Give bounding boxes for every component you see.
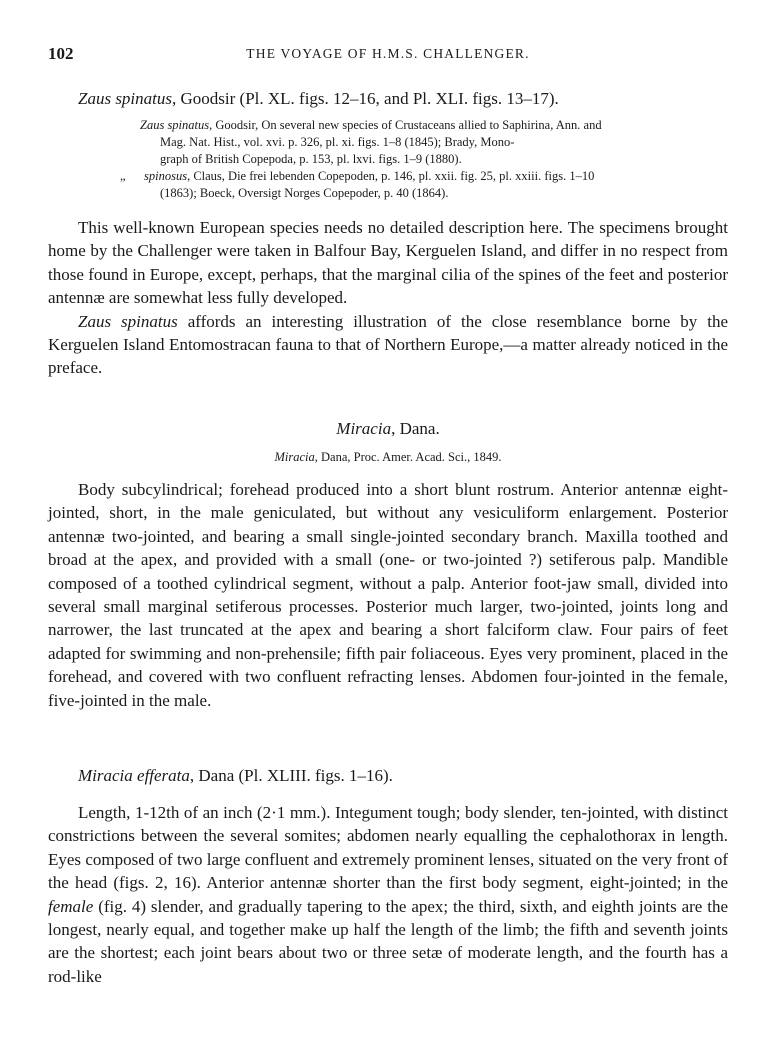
zaus-paragraph-2-text: affords an interesting illustration of the close resemblance borne by the Kerguelen Island Entomostracan fauna to that of Northern Europe,—a matter already noticed in the preface. xyxy=(48,311,729,378)
synonym-1-line-1: , Goodsir, On several new species of Crustaceans allied to Saphirina, Ann. and xyxy=(209,118,602,132)
miracia-heading-name: Miracia xyxy=(336,419,392,438)
efferata-heading-rest: , Dana (Pl. XLIII. figs. 1–16). xyxy=(189,766,393,785)
zaus-heading-name: Zaus spinatus xyxy=(78,89,172,108)
miracia-reference xyxy=(48,449,728,466)
miracia-heading-rest: , Dana. xyxy=(391,419,440,438)
running-title: THE VOYAGE OF H.M.S. CHALLENGER. xyxy=(246,46,530,61)
miracia-heading xyxy=(48,418,728,440)
synonym-2-name: spinosus xyxy=(144,169,188,183)
ditto-mark: „ xyxy=(120,169,126,183)
zaus-heading-rest: , Goodsir (Pl. XL. figs. 12–16, and Pl. XLI. figs. 13–17). xyxy=(172,89,559,108)
miracia-reference-name: Miracia xyxy=(274,450,315,464)
efferata-heading xyxy=(78,765,728,787)
miracia-reference-rest: , Dana, Proc. Amer. Acad. Sci., 1849. xyxy=(314,450,502,464)
zaus-paragraph-1: This well-known European species needs no detailed description here. The specimens brought home by the Challenger were taken in Balfour Bay, Kerguelen Island, and differ in no respect from those found in Europe, except, perhaps, that the marginal cilia of the spines of the feet and posterior antennæ are somewhat less fully developed. xyxy=(48,218,728,308)
synonym-2-line-1: , Claus, Die frei lebenden Copepoden, p. 146, pl. xxii. fig. 25, pl. xxiii. figs. 1–10 xyxy=(187,169,595,183)
efferata-paragraph-part-2: (fig. 4) slender, and gradually tapering to the apex; the third, sixth, and eighth joints are the longest, nearly equal, and together make up half the length of the limb; the fifth and seventh joints are the shortest; each joint bears about two or three setæ of moderate length, and the fourth has a rod-like xyxy=(48,896,728,986)
miracia-description xyxy=(48,478,728,712)
efferata-female-term: female xyxy=(48,896,94,916)
miracia-paragraph: Body subcylindrical; forehead produced into a short blunt rostrum. Anterior antennæ eight-jointed, short, in the male geniculated, but without any vesiculiform enlargement. Posterior antennæ two-jointed, and bearing a small single-jointed secondary branch. Maxilla toothed and broad at the apex, and provided with a small (one- or two-jointed ?) setiferous palp. Mandible composed of a toothed cylindrical segment, without a palp. Anterior foot-jaw small, divided into several small marginal setiferous processes. Posterior much larger, two-jointed, joints long and narrower, the last truncated at the apex and bearing a short falciform claw. Four pairs of feet adapted for swimming and non-prehensile; fifth pair foliaceous. Eyes very prominent, placed in the forehead, and covered with two confluent refracting lenses. Abdomen four-jointed in the female, five-jointed in the male. xyxy=(48,480,728,710)
zaus-paragraph-2 xyxy=(48,310,728,380)
page-header xyxy=(48,44,728,66)
zaus-heading xyxy=(78,88,728,110)
synonym-1-name: Zaus spinatus xyxy=(140,118,210,132)
efferata-description xyxy=(48,801,728,988)
synonym-1-line-3: graph of British Copepoda, p. 153, pl. lxvi. figs. 1–9 (1880). xyxy=(160,152,462,166)
zaus-description xyxy=(48,216,728,380)
zaus-synonymy xyxy=(120,117,728,202)
synonym-2-line-2: (1863); Boeck, Oversigt Norges Copepoder, p. 40 (1864). xyxy=(160,186,449,200)
efferata-heading-name: Miracia efferata xyxy=(78,766,190,785)
efferata-paragraph xyxy=(48,801,728,988)
synonym-2 xyxy=(120,168,728,202)
synonym-1 xyxy=(140,117,728,168)
zaus-paragraph-2-name: Zaus spinatus xyxy=(78,311,178,331)
page-number: 102 xyxy=(48,44,74,63)
efferata-paragraph-part-1: Length, 1-12th of an inch (2·1 mm.). Integument tough; body slender, ten-jointed, with distinct constrictions between the several somites; abdomen nearly equalling the cephalothorax in length. Eyes composed of two large confluent and extremely prominent lenses, situated on the very front of the head (figs. 2, 16). Anterior antennæ shorter than the first body segment, eight-jointed; in the xyxy=(48,803,728,893)
synonym-1-line-2: Mag. Nat. Hist., vol. xvi. p. 326, pl. xi. figs. 1–8 (1845); Brady, Mono- xyxy=(160,135,515,149)
